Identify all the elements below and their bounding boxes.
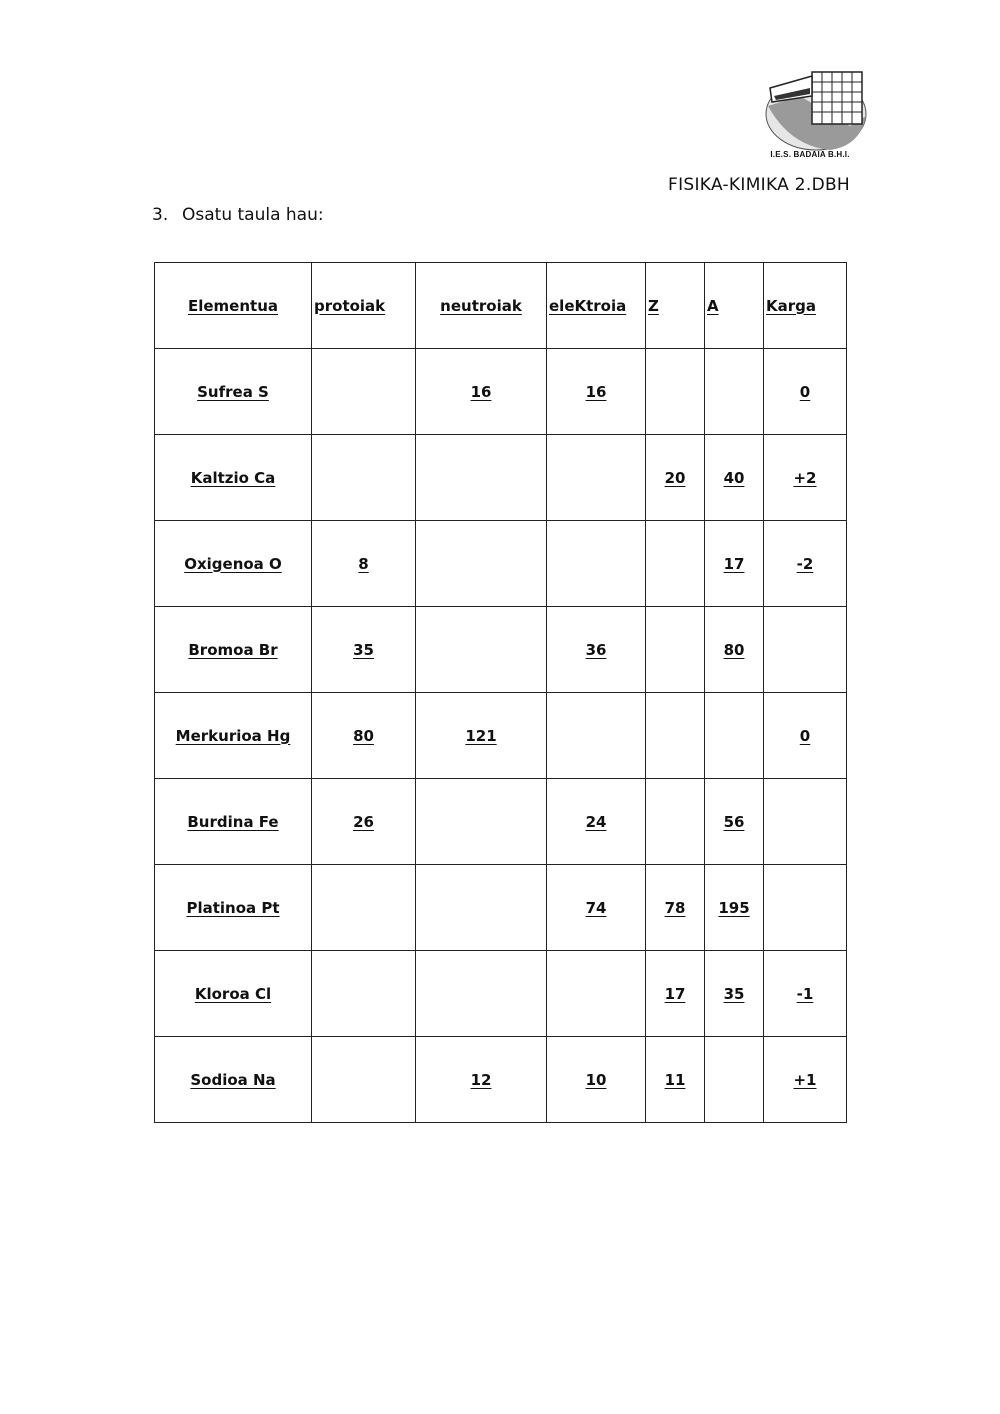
cell-value: 0 [799,726,811,745]
cell-value: 35 [353,640,374,659]
cell-electrons [547,435,646,521]
cell-neutrons [416,779,547,865]
cell-protons [312,865,416,951]
exercise-heading [152,205,324,225]
cell-value: 35 [723,984,745,1003]
cell-value: 0 [799,382,811,401]
cell-value: 80 [353,726,374,745]
cell-a [705,779,764,865]
cell-value: 121 [465,726,497,745]
cell-charge [764,521,847,607]
header-row [155,263,847,349]
cell-neutrons [416,1037,547,1123]
cell-a [705,263,764,349]
cell-neutrons [416,263,547,349]
cell-z [646,263,705,349]
cell-z [646,607,705,693]
cell-element [155,607,312,693]
cell-a [705,1037,764,1123]
cell-value: Elementua [187,296,278,315]
cell-charge [764,263,847,349]
cell-protons [312,607,416,693]
cell-electrons [547,263,646,349]
cell-protons [312,1037,416,1123]
cell-protons [312,693,416,779]
cell-element [155,865,312,951]
cell-z [646,435,705,521]
cell-value: 78 [664,898,686,917]
cell-value: 36 [585,640,607,659]
cell-value: 80 [723,640,745,659]
cell-element [155,1037,312,1123]
cell-value: 16 [585,382,607,401]
cell-charge [764,349,847,435]
cell-protons [312,263,416,349]
cell-value: neutroiak [440,296,522,315]
cell-protons [312,435,416,521]
cell-value: 12 [470,1070,492,1089]
cell-value: -2 [796,554,814,573]
cell-electrons [547,779,646,865]
cell-neutrons [416,435,547,521]
table-row [155,607,847,693]
exercise-instruction: Osatu taula hau: [182,205,324,225]
cell-electrons [547,1037,646,1123]
cell-electrons [547,607,646,693]
cell-value: 10 [585,1070,607,1089]
cell-value: 24 [585,812,607,831]
cell-value: Burdina Fe [187,812,279,831]
cell-a [705,865,764,951]
cell-value: Oxigenoa O [184,554,282,573]
cell-neutrons [416,349,547,435]
exercise-number: 3. [152,205,169,225]
cell-value: protoiak [314,296,386,315]
table-row [155,693,847,779]
table-row [155,349,847,435]
cell-z [646,521,705,607]
cell-value: 195 [718,898,750,917]
course-title: FISIKA-KIMIKA 2.DBH [668,175,851,195]
cell-z [646,1037,705,1123]
table-row [155,951,847,1037]
cell-charge [764,607,847,693]
cell-charge [764,951,847,1037]
cell-value: Merkurioa Hg [175,726,291,745]
cell-a [705,951,764,1037]
cell-charge [764,865,847,951]
cell-value: Z [648,296,659,315]
cell-neutrons [416,693,547,779]
cell-value: 40 [723,468,745,487]
cell-electrons [547,521,646,607]
cell-electrons [547,349,646,435]
cell-value: Sufrea S [197,382,269,401]
school-logo [760,66,872,162]
table-row [155,521,847,607]
cell-electrons [547,693,646,779]
cell-value: A [707,296,719,315]
cell-protons [312,951,416,1037]
cell-value: Kaltzio Ca [190,468,276,487]
cell-protons [312,779,416,865]
table-row [155,779,847,865]
table-row [155,865,847,951]
cell-element [155,263,312,349]
cell-a [705,435,764,521]
cell-value: 17 [664,984,686,1003]
cell-element [155,779,312,865]
cell-z [646,865,705,951]
cell-element [155,435,312,521]
cell-neutrons [416,607,547,693]
school-name: I.E.S. BADAIA B.H.I. [770,150,850,159]
cell-value: 17 [723,554,745,573]
cell-value: -1 [796,984,814,1003]
cell-z [646,349,705,435]
cell-value: eleKtroia [549,296,627,315]
cell-value: 11 [664,1070,686,1089]
cell-value: Kloroa Cl [194,984,272,1003]
cell-value: Karga [766,296,817,315]
element-table [154,262,847,1123]
cell-a [705,349,764,435]
cell-value: +1 [793,1070,817,1089]
cell-value: 26 [353,812,374,831]
cell-a [705,693,764,779]
cell-electrons [547,865,646,951]
cell-neutrons [416,951,547,1037]
cell-electrons [547,951,646,1037]
cell-protons [312,349,416,435]
cell-a [705,521,764,607]
table-row [155,435,847,521]
cell-element [155,693,312,779]
cell-protons [312,521,416,607]
cell-value: Sodioa Na [190,1070,276,1089]
cell-charge [764,435,847,521]
cell-value: Bromoa Br [188,640,278,659]
cell-value: Platinoa Pt [186,898,280,917]
cell-charge [764,693,847,779]
cell-z [646,779,705,865]
cell-z [646,951,705,1037]
cell-element [155,521,312,607]
cell-neutrons [416,521,547,607]
cell-a [705,607,764,693]
cell-z [646,693,705,779]
cell-value: 16 [470,382,492,401]
cell-element [155,349,312,435]
cell-neutrons [416,865,547,951]
cell-value: 74 [585,898,607,917]
cell-value: 8 [358,554,369,573]
cell-value: 56 [723,812,745,831]
cell-value: +2 [793,468,817,487]
cell-value: 20 [664,468,686,487]
cell-element [155,951,312,1037]
cell-charge [764,779,847,865]
table-row [155,1037,847,1123]
cell-charge [764,1037,847,1123]
